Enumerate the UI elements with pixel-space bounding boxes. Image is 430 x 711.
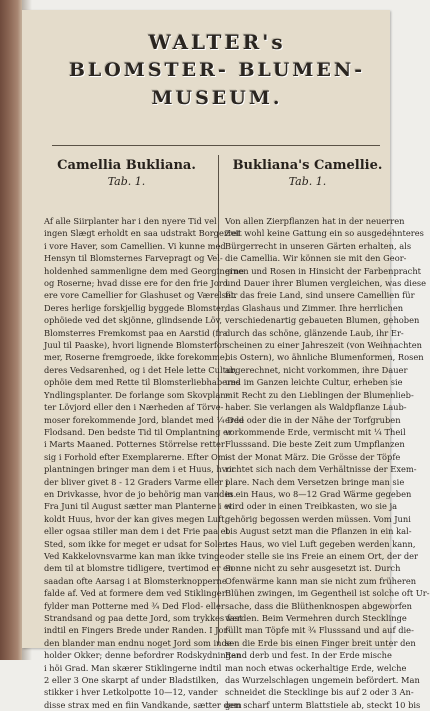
german-title: Bukliana's Camellie. xyxy=(232,158,383,173)
text-line: Ofenwärme kann man sie nicht zum früheren xyxy=(225,575,417,586)
text-line: haber. Sie verlangen als Waldpflanze Laub- xyxy=(225,402,407,413)
page xyxy=(22,10,430,710)
text-line: tes Haus, wo viel Luft gegeben werden kann, xyxy=(225,538,416,549)
text-line: füllt man Töpfe mit ¾ Flusssand und auf die- xyxy=(225,625,414,636)
text-line: gehörig begossen werden müssen. Vom Juni xyxy=(225,513,411,524)
text-line: Rand derb und fest. In der Erde mische xyxy=(225,650,392,661)
german-column xyxy=(225,158,430,711)
text-line: i Marts Maaned. Potternes Störrelse retter xyxy=(44,439,225,450)
text-line: schneidet die Stecklinge bis auf 2 oder 3 An- xyxy=(225,687,414,698)
text-line: sen die Erde bis einen Finger breit unter den xyxy=(225,637,416,648)
text-line: i vore Haver, som Camellien. Vi kunne med xyxy=(44,240,226,251)
text-line: und im Ganzen leichte Cultur, erheben sie xyxy=(225,377,403,388)
text-line: oder stelle sie ins Freie an einem Ort, der der xyxy=(225,550,418,561)
text-line: indtil en Fingers Brede under Randen. I Jor- xyxy=(44,625,231,636)
text-line: durch das schöne, glänzende Laub, ihr Er- xyxy=(225,327,404,338)
german-body-text xyxy=(225,215,430,711)
text-line: Ved Kakkelovnsvarme kan man ikke tvinge xyxy=(44,550,225,561)
text-line: holder Okker; denne befordrer Rodskydningen xyxy=(44,650,242,661)
text-line: plare. Nach dem Versetzen bringe man sie xyxy=(225,476,405,487)
text-line: Fra Juni til August sætter man Planterne i et xyxy=(44,501,233,512)
text-line: disse strax med en fiin Vandkande, sætter dem xyxy=(44,699,242,710)
text-line: deres Vedsarenhed, og i det Hele lette Cultur, xyxy=(44,364,237,375)
text-line: Bürgerrecht in unseren Gärten erhalten, als xyxy=(225,240,412,251)
text-line: ophöiede ved det skjönne, glindsende Löv, xyxy=(44,315,223,326)
text-line: bis Ostern), wo ähnliche Blumenformen, Rosen xyxy=(225,352,424,363)
text-line: Juul til Paaske), hvori lignende Blomsterfor- xyxy=(44,340,229,351)
text-line: og Roserne; hvad disse ere for den frie Jord xyxy=(44,278,229,289)
text-line: sache, dass die Blüthenknospen abgeworfen xyxy=(225,600,413,611)
text-line: ginen und Rosen in Hinsicht der Farbenpracht xyxy=(225,265,422,276)
text-line: scheinen zu einer Jahreszeit (von Weihnachten xyxy=(225,340,423,351)
text-line: den blander man endnu noget Jord som inde- xyxy=(44,637,235,648)
text-line: holdenhed sammenligne dem med Georginerne xyxy=(44,265,244,276)
header-title-line2: BLOMSTER- BLUMEN- xyxy=(68,59,366,81)
text-line: richtet sich nach dem Verhältnisse der Exem- xyxy=(225,464,417,475)
text-line: fylder man Potterne med ¾ Ded Flod- eller xyxy=(44,600,225,611)
header-title-line1: WALTER's xyxy=(148,30,286,54)
text-line: i höi Grad. Man skærer Stiklingerne indtil xyxy=(44,662,222,673)
text-line: en Drivkasse, hvor de jo behörig man vandes. xyxy=(44,488,237,499)
text-line: Af alle Siirplanter har i den nyere Tid vel xyxy=(44,216,217,226)
text-line: und Dauer ihrer Blumen vergleichen, was diese xyxy=(225,278,427,289)
text-line: sig i Forhold efter Exemplarerne. Efter Om- xyxy=(44,451,229,462)
danish-title: Camellia Bukliana. xyxy=(57,158,196,173)
text-line: vorkommende Erde, vermischt mit ¼ Theil xyxy=(225,426,406,437)
text-line: das Glashaus und Zimmer. Ihre herrlichen xyxy=(225,302,404,313)
text-line: saadan ofte Aarsag i at Blomsterknopperne xyxy=(44,575,227,586)
text-line: ere vore Camellier for Glashuset og Værelset. xyxy=(44,290,237,301)
text-line: Flusssand. Die beste Zeit zum Umpflanzen xyxy=(225,439,405,450)
header-rule xyxy=(52,145,380,146)
text-line: für das freie Land, sind unsere Camellien für xyxy=(225,290,415,301)
text-line: werden. Beim Vermehren durch Stecklinge xyxy=(225,613,407,623)
text-line: moser forekommende Jord, blandet med ¼ Ded xyxy=(44,414,245,425)
text-line: koldt Huus, hvor der kan gives megen Luft, xyxy=(44,513,228,524)
text-line: wird oder in einen Treibkasten, wo sie ja xyxy=(225,501,398,512)
page-header xyxy=(52,28,382,112)
text-line: Sted, som ikke for meget er udsat for Solen. xyxy=(44,538,231,549)
text-line: ingen Slægt erholdt en saa udstrakt Borgerret xyxy=(44,228,241,239)
text-line: ter Lövjord eller den i Nærheden af Törve- xyxy=(44,402,224,413)
text-line: Yndlingsplanter. De forlange som Skovplan- xyxy=(44,389,229,400)
text-line: Hensyn til Blomsternes Farvepragt og Vel- xyxy=(44,253,223,264)
text-line: bis August setzt man die Pflanzen in ein kal- xyxy=(225,526,412,537)
header-title-line3: MUSEUM. xyxy=(151,87,283,109)
book-spine xyxy=(0,0,22,660)
text-line: Von allen Zierpflanzen hat in der neuerren xyxy=(225,216,405,226)
text-line: mer, Roserne fremgroede, ikke forekomme, xyxy=(44,352,228,363)
danish-body-text xyxy=(44,215,245,711)
text-line: Strandsand og paa dette Jord, som trykkes fast xyxy=(44,613,243,623)
text-line: Deres herlige forskjellig byggede Blomster, xyxy=(44,302,227,313)
text-line: der bliver givet 8 - 12 Graders Varme eller i xyxy=(44,476,229,487)
text-line: ist der Monat März. Die Grösse der Töpfe xyxy=(225,451,401,462)
text-line: Sonne nicht zu sehr ausgesetzt ist. Durch xyxy=(225,563,401,574)
text-line: 2 eller 3 One skarpt af under Bladstilken, xyxy=(44,675,219,686)
text-line: abgerechnet, nicht vorkommen, ihre Dauer xyxy=(225,364,408,375)
text-line: die Camellia. Wir können sie mit den Geor- xyxy=(225,253,407,264)
text-line: Blomsterres Fremkomst paa en Aarstid (fra xyxy=(44,327,228,338)
text-line: falde af. Ved at formere dem ved Stiklinger xyxy=(44,588,226,599)
danish-column xyxy=(44,158,245,711)
text-line: ophöie dem med Rette til Blomsterliebhaberes xyxy=(44,377,241,388)
text-line: das Wurzelschlagen ungemein befördert. Man xyxy=(225,675,420,686)
text-line: mit Recht zu den Lieblingen der Blumenlieb- xyxy=(225,389,414,400)
text-line: Zeit wohl keine Gattung ein so ausgedehnteres xyxy=(225,228,424,239)
text-line: eller ogsaa stiller man dem i det Frie paa et xyxy=(44,526,229,537)
text-line: plantningen bringer man dem i et Huus, hvor xyxy=(44,464,236,475)
text-line: Flodsand. Den bedste Tid til Omplantning er xyxy=(44,426,232,437)
text-line: verschiedenartig gebaueten Blumen, gehoben xyxy=(225,315,420,326)
german-plate-number: Tab. 1. xyxy=(288,175,327,188)
text-line: dem til at blomstre tidligere, tvertimod er en xyxy=(44,563,234,574)
text-line: stikker i hver Letkolpotte 10—12, vander xyxy=(44,687,218,698)
text-line: erde oder die in der Nähe der Torfgruben xyxy=(225,414,401,425)
text-line: Blühen zwingen, im Gegentheil ist solche oft Ur- xyxy=(225,588,430,599)
text-line: in ein Haus, wo 8—12 Grad Wärme gegeben xyxy=(225,488,412,499)
text-line: gen scharf unterm Blattstiele ab, steckt 10 bis xyxy=(225,699,421,710)
danish-plate-number: Tab. 1. xyxy=(107,175,146,188)
text-line: man noch etwas ockerhaltige Erde, welche xyxy=(225,662,407,673)
